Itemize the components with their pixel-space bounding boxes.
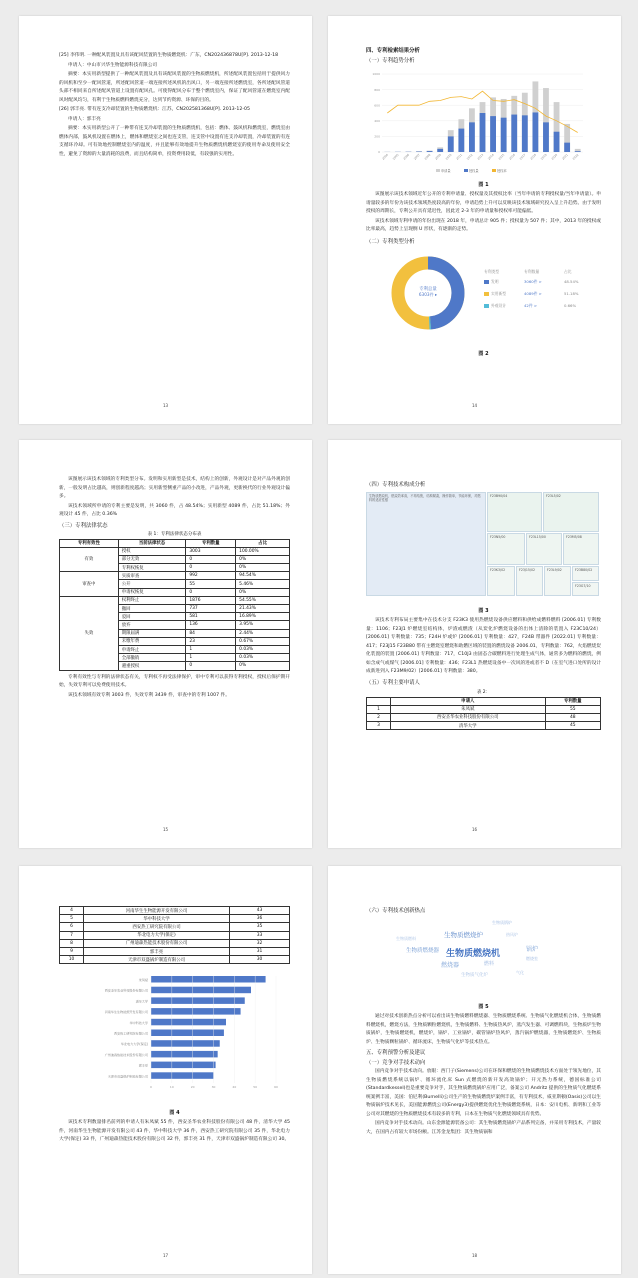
table-row: 1 朱凤斌 55 (367, 705, 601, 713)
treemap-cell[interactable]: F23M5/08 (563, 533, 599, 565)
table-row: 申请终止 1 0.03% (60, 645, 290, 653)
x-tick-label: 2007 (412, 152, 421, 161)
applicant-bar (151, 1041, 220, 1048)
x-tick-label: 2010 (444, 152, 453, 161)
table-row: 期限届满 84 2.44% (60, 629, 290, 637)
donut-center-label: 专利总量 (419, 286, 437, 292)
applicant-bar-label: 朱凤斌 (138, 978, 148, 983)
applicant-bar-label: 郭丰亮 (138, 1063, 148, 1068)
y-tick-label: 800 (374, 87, 380, 92)
figure-caption: 图 2 (478, 350, 489, 357)
applicant-bar (151, 998, 245, 1005)
abstract-26: 摘要：本实用新型公开了一种带有连支冷却装置的生物质燃烧机，包括：燃体、鼓风机和燃烧室，燃烧室由燃体内部，鼓风机设置在燃体上，燃体和燃烧室之间也连支管，连支管中设置有连支冷却装置，冷却装置的有连支循环冷却。可有效地控制燃烧室内的温度，并且能够有效地提升生物质燃烧机燃烧室的使用寿命及使用安全性，避免了资源的大量消耗的浪费，而且结构简单，投资费用较低，有较强的实用性。 (59, 126, 290, 157)
table-header: 占比 (236, 539, 290, 547)
x-tick-label: 2005 (391, 152, 400, 161)
grant-bar (458, 129, 464, 152)
x-tick-label: 30 (211, 1085, 216, 1090)
y-tick-label: 0 (378, 150, 380, 155)
page-number: 13 (162, 403, 169, 408)
applicant-bar-chart (59, 972, 290, 1102)
table-row: 7 华北电力大学(保定) 33 (60, 931, 290, 939)
grant-bar (575, 151, 581, 152)
grant-bar (501, 118, 507, 152)
grant-bar (469, 122, 475, 152)
x-tick-label: 2013 (476, 152, 485, 161)
applicant-26: 申请人：郭丰亮 (68, 116, 101, 122)
x-tick-label: 2017 (518, 152, 527, 161)
legal-summary-text: 该技术领域有效专利 3003 件，失效专利 3439 件，审查中的专利 1007 件。 (68, 692, 230, 698)
page-number: 16 (471, 827, 478, 832)
x-tick-label: 2009 (434, 152, 442, 161)
word-cloud-term: 气化 (516, 970, 524, 975)
x-tick-label: 2018 (529, 152, 538, 161)
document-page-13 (19, 16, 312, 424)
document-page-14 (328, 16, 621, 424)
applicant-25: 申请人：中山市兴华生物能源科技有限公司 (68, 62, 158, 68)
table-row: 3 清华大学 45 (367, 722, 601, 730)
table-header: 申请人 (391, 697, 546, 705)
table-header: 专利数量 (545, 697, 600, 705)
treemap-cell[interactable]: F23K3/02 (487, 566, 515, 596)
grant-bar (448, 136, 454, 152)
table-row: 失效 权利终止 1876 54.55% (60, 596, 290, 604)
table-row: 撤回 737 21.43% (60, 605, 290, 613)
table-row: 公开 55 5.46% (60, 580, 290, 588)
treemap-cell[interactable]: F23L5/02 (543, 492, 599, 532)
top-applicants-table-continued (59, 906, 290, 964)
grant-bar (543, 122, 549, 152)
figure-caption: 图 4 (169, 1110, 180, 1117)
abstract-25: 摘要：本实用新型提供了一种配风装置及具有该配风装置的生物质燃烧机，所述配风装置包括用于提供风力的风机和至少一配风管道，所述配风管道一端连接所述风机的出风口，另一端连接所述燃烧室，各所述配风管道头部不相同来自所述配风管道上设置有配风孔。可使得配风分布于整个燃烧室内，保证了配风管道在燃烧室内配风时配风均匀，有利于生物质燃料燃烧充分，达到节约资源、环保的目的。 (59, 72, 290, 103)
treemap-cell[interactable]: F23N5/00 (487, 533, 525, 565)
table-row: 专利权恢复 0 0% (60, 564, 290, 572)
x-tick-label: 2012 (465, 152, 474, 161)
word-cloud-term: 燃料 (484, 961, 495, 967)
patent-trend-chart (366, 66, 599, 174)
competitor-domestic-text: 国内竞争对手技术动向。山东金源能源装备公司：其生物质燃烧锅炉产品系列完备，并采用专利技术，产量较大，在国内占有较大市场份额。江苏金龙集团：其生物质锅和 (366, 1121, 601, 1135)
applicant-bar (151, 1073, 214, 1080)
grant-bar (554, 132, 560, 152)
treemap-cell[interactable]: F23L15/00 (526, 533, 562, 565)
y-tick-label: 600 (374, 103, 380, 108)
document-page-18 (328, 866, 621, 1274)
type-analysis-text: 该图展示该技术领域的专利类型分布。发明和实用新型是技术，结构上的创新，外观设计是对产品外观的创新，一般发明占比越高，则创新程度越高；实用新型侧重产品的小改进，产品外观，更新换代的行业外观设计偏多。 (59, 477, 290, 499)
x-tick-label: 40 (232, 1085, 237, 1090)
applicant-bar-label: 华北电力大学(保定) (120, 1042, 148, 1047)
table-row: 放弃 136 3.95% (60, 621, 290, 629)
x-tick-label: 2021 (560, 152, 569, 161)
donut-legend (484, 269, 594, 309)
grant-bar (490, 116, 496, 152)
y-tick-label: 200 (374, 134, 380, 139)
tech-composition-treemap (366, 492, 601, 604)
applicant-bar (151, 1062, 216, 1069)
reference-25: [25] 李伟明. 一种配风装置及具有该配风装置的生物质燃烧机：广东，CN202436878U[P]. 2013-12-18 (59, 53, 279, 58)
word-cloud-term: 生物质燃料 (396, 936, 416, 941)
applicant-bar (151, 1051, 218, 1058)
table-row: 全部撤销 1 0.03% (60, 654, 290, 662)
legend-header-pct: 占比 (564, 268, 572, 274)
word-cloud-term: 生物质气化炉 (461, 973, 488, 978)
x-tick-label: 20 (190, 1085, 195, 1090)
applicant-bar (151, 976, 266, 983)
treemap-cell[interactable]: F23L9/02 (544, 566, 571, 596)
top-applicants-table (366, 697, 601, 731)
x-tick-label: 2011 (455, 152, 464, 161)
x-tick-label: 60 (274, 1085, 278, 1090)
treemap-cell[interactable]: F23J15/02 (516, 566, 543, 596)
table-row: 5 华中科技大学 36 (60, 915, 290, 923)
x-tick-label: 2004 (381, 152, 389, 161)
table-header: 专利数量 (186, 539, 236, 547)
page-number: 14 (471, 403, 478, 408)
legend-header-type: 专利类型 (484, 268, 500, 274)
table-row: 有效 授权 3003 100.00% (60, 547, 290, 555)
word-cloud-term: 生物质燃烧炉 (444, 931, 483, 939)
word-cloud-term: 生物质锅炉 (492, 920, 512, 925)
grant-bar (532, 112, 538, 152)
table-row: 8 广州迪森热能技术股份有限公司 32 (60, 939, 290, 947)
grant-bar (522, 115, 528, 152)
subsection-heading: （四）专利技术构成分析 (366, 482, 426, 488)
table-row: 申请权恢复 0 0% (60, 588, 290, 596)
subsection-heading: （一）竞争对手技术动向 (366, 1060, 426, 1066)
table-row: 审查中 实质审查 992 94.54% (60, 572, 290, 580)
table-row: 6 西安热工研究院有限公司 35 (60, 923, 290, 931)
legend-row-utility[interactable]: 实用新型 4089件 > 51.18% (484, 291, 594, 297)
applicant-analysis-text: 该技术专利数量排名前列的申请人有朱凤斌 55 件，西安圣华农业科技股份有限公司 48 件，清华大学 45 件，河南华生生物能源开发有限公司 43 件，华中科技大学 36 件，西安热工研究院有限公司 35 件，华北电力大学(保定) 33 件，广州迪森热能技术股份有限公司 32 件，郭丰亮 31 件，天津市双盛锅炉制造有限公司 30。 (59, 1120, 290, 1143)
section-heading: 五、专利预警分析及建议 (366, 1050, 426, 1056)
legend-swatch (492, 169, 496, 172)
table-row: 避重授权 0 0% (60, 662, 290, 670)
legend-header-count: 专利数量 (524, 268, 540, 274)
figure-caption: 图 3 (478, 608, 489, 614)
applicant-bar (151, 1008, 241, 1015)
y-tick-label: 1000 (372, 72, 380, 77)
legend-label: 授权量 (469, 168, 479, 173)
legend-row-invention[interactable]: 发明 3060件 > 48.54% (484, 279, 594, 285)
document-page-17 (19, 866, 312, 1274)
treemap-cell[interactable]: F23G7/10 (572, 582, 599, 596)
tech-composition-text: 该技术专利布局主要集中在技术分支 F23K3 使用热燃烧设备供应燃料和供给成燃料燃料 [2006.01] 专利数量：1106；F23J1 炉燃烧室结构体，炉渣或燃渣（从炭化炉燃烧设备的出体上清除的装置入 F23C10/24）[2006.01] 专利数量：735；F24H 炉或炉 [2006.01] 专利数量：427，F24B 带器件 [2022.01] 专利数量：417；F23J15 F23B80 带有主燃烧室燃烧和助燃区域的装置的燃烧设备 2006.01，专利数量：762，火焰燃烧炭化装置的装置 [2006.01] 专利数量：717，C10J3 由固态合碳燃料进行处理生成气体，通常多为燃料的燃烧，例如含成气或煤气 [2006.01] 专利数量：436；F23L1 热燃烧设备中一次风的进或者不 D（在室气进口处所的设计成新进到入 F23M9/02）[2006.01] 专利数量：380。 (366, 618, 601, 674)
applicant-bar-label: 西安圣华农业科技股份有限公司 (104, 989, 148, 994)
grant-bar (564, 143, 570, 152)
page-number: 17 (162, 1253, 169, 1258)
applicant-bar (151, 1030, 224, 1037)
figure-caption: 图 1 (478, 182, 489, 188)
trend-analysis-text: 该图展示该技术领域近年公开的专利申请量、授权量及其授权比率（当年申请的专利授权量/当年申请量）。申请量较多的年份为该技术领域热度较高的年份，申请趋势上升可以反映该技术领域研究投入呈上升趋势。由于发明授权的周期长，专利公开具有延迟性，因此近 2-3 年的申请量和授权率可能偏低。 (366, 192, 601, 214)
x-tick-label: 2022 (571, 152, 580, 161)
hotspot-analysis-text: 通过对技术创新热点分析可以看出该生物质燃料燃烧器、生物质燃烧系统、生物质气化燃烧机合体，生物质燃料燃烧机，燃烧方法，生物质颗粒燃烧机，生物质燃料、生物质热风炉，蒸汽发生器、可调燃料块，生物质炉生物质锅炉，生物质燃烧机，燃烧炉，锅炉、工业锅炉，碳管锅炉热风炉，蒸汽锅炉燃烧器，生物质燃烧炉、生物质炉、生物质颗粒锅炉、循环流床，生物质气化炉等技术热点。 (366, 1014, 601, 1045)
subsection-heading: （六）专利技术创新热点 (366, 908, 426, 914)
applicant-bar (151, 987, 251, 994)
legal-analysis-text: 专利有效性与专利的法律状态有关，专利权不再受法律保护，审中专利可以获得专利授权，授权后保护期开始，失效专利可以免费使用技术。 (59, 674, 290, 688)
patent-type-figure (366, 247, 601, 347)
type-summary-text: 该技术领域所申请的专利主要是发明，共 3060 件，占 48.54%；实用新型 4089 件，占比 51.18%；外观设计 45 件，占比 0.36% (59, 503, 290, 517)
legend-swatch (464, 169, 468, 172)
treemap-cell[interactable]: F23B90/04 (487, 492, 542, 532)
x-tick-label: 2020 (550, 152, 559, 161)
grant-bar (437, 149, 443, 152)
document-page-15 (19, 440, 312, 848)
donut-center-count[interactable]: 6303件 ▸ (418, 291, 438, 297)
x-tick-label: 2016 (508, 152, 516, 161)
x-tick-label: 2015 (497, 152, 506, 161)
table-caption: 表 2： (476, 689, 491, 695)
grant-bar (480, 113, 486, 152)
table-header: 当前法律状态 (118, 539, 186, 547)
table-header: 专利有效性 (60, 539, 119, 547)
treemap-cell[interactable]: F23B80/02 (572, 566, 599, 581)
page-number: 18 (471, 1253, 478, 1258)
subsection-heading: （五）专利主要申请人 (366, 679, 420, 686)
grant-bar (427, 151, 433, 152)
table-caption: 表 1：专利法律状态分布表 (147, 531, 202, 537)
reference-26: [26] 郭丰亮. 带有连支冷却装置的生物质燃烧机：江苏，CN202581368U[P]. 2013-12-05 (59, 107, 250, 112)
applicant-bar-label: 清华大学 (135, 999, 148, 1004)
word-cloud-term: 燃烧器 (441, 962, 460, 969)
applicant-bar-label: 河南华生生物能源开发有限公司 (104, 1010, 148, 1015)
table-row: 部分无效 0 0% (60, 555, 290, 563)
word-cloud-term: 燃烧室 (526, 956, 538, 961)
legal-status-table (59, 539, 290, 671)
subsection-heading: （三）专利法律状态 (59, 522, 108, 529)
table-row: 4 河南华生生物能源开发有限公司 43 (60, 907, 290, 915)
subsection-heading: （二）专利类型分析 (366, 238, 415, 245)
legend-label: 授权率 (497, 168, 507, 173)
section-heading: 四、专利检索结果分析 (366, 48, 420, 54)
x-tick-label: 2014 (486, 152, 495, 161)
hotspot-word-cloud (366, 916, 601, 1000)
table-row: 2 西安圣华农业科技股份有限公司 48 (367, 713, 601, 721)
x-tick-label: 2006 (402, 152, 411, 161)
word-cloud-term: 锅炉 (526, 946, 539, 953)
legend-label: 申请量 (441, 168, 451, 173)
applicant-bar-label: 天津市双盛锅炉制造有限公司 (107, 1074, 148, 1079)
figure-caption: 图 5 (478, 1004, 489, 1010)
table-row: 未缴年费 23 0.67% (60, 637, 290, 645)
legend-swatch (436, 169, 440, 172)
table-row: 9 郭丰亮 31 (60, 947, 290, 955)
word-cloud-term: 生物质燃烧器 (406, 948, 440, 954)
competitor-foreign-text: 国内竞争对手技术动向。放眼：西门子(Siemens)公司在环保和燃烧的生物质燃烧技术方面处于领先地位，其生物质燃烧系统以锅炉、循环流化床 Sun 式燃烧的新开发高效锅炉；开元热力系统，德国标准公司(Standardkessel)也是重要竞争对手，其生物质燃烧锅炉应用广泛，备案公司 Andritz 提供的生物质气化燃烧系统案例丰富，美国：伯尼利(Burnelli)公司生产的生物质燃烧炉案例丰富，有专利技术，威亚斯顿(Oasis)公司以生物质锅炉技术见长，美国能源燃烧公司(Energy3)提供燃烧优化生物质燃烧系统，日本：安川电机、新明和工业等公司对其燃烧的生物质燃烧技术有较多的专利，日本在生物质气化燃烧领域具有优势。 (366, 1069, 601, 1117)
grant-bar (511, 115, 517, 152)
x-tick-label: 10 (169, 1085, 174, 1090)
x-tick-label: 2008 (423, 152, 432, 161)
x-tick-label: 50 (253, 1085, 258, 1090)
legend-row-design[interactable]: 外观设计 42件 > 0.66% (484, 303, 594, 309)
x-tick-label: 0 (150, 1085, 152, 1090)
word-cloud-term: 生物质燃烧机 (446, 949, 501, 959)
word-cloud-term: 热风炉 (506, 932, 518, 937)
treemap-cell[interactable]: 生物质燃烧机，燃烧效率高，不易结焦，结构紧凑，操作简单，节能环保，对燃料的适应性强 (366, 492, 486, 596)
applicant-bar (151, 1019, 226, 1026)
y-tick-label: 400 (374, 119, 380, 123)
document-page-16 (328, 440, 621, 848)
trend-summary-text: 该技术领域专利申请的年份出现在 2018 年，申请总计 905 件；授权量为 507 件；其中，2013 年的授权或比率最高，趋势上呈现倒 U 形状，有逐渐的走势。 (366, 218, 601, 232)
page-number: 15 (162, 827, 169, 832)
applicant-bar-label: 华中科技大学 (129, 1021, 148, 1026)
applicant-bar-label: 西安热工研究院有限公司 (113, 1031, 148, 1036)
table-row: 10 天津市双盛锅炉制造有限公司 30 (60, 956, 290, 964)
subsection-heading: （一）专利趋势分析 (366, 58, 415, 64)
table-row: 驳回 581 16.89% (60, 613, 290, 621)
x-tick-label: 2019 (539, 152, 548, 161)
applicant-bar-label: 广州迪森热能技术股份有限公司 (104, 1053, 148, 1058)
